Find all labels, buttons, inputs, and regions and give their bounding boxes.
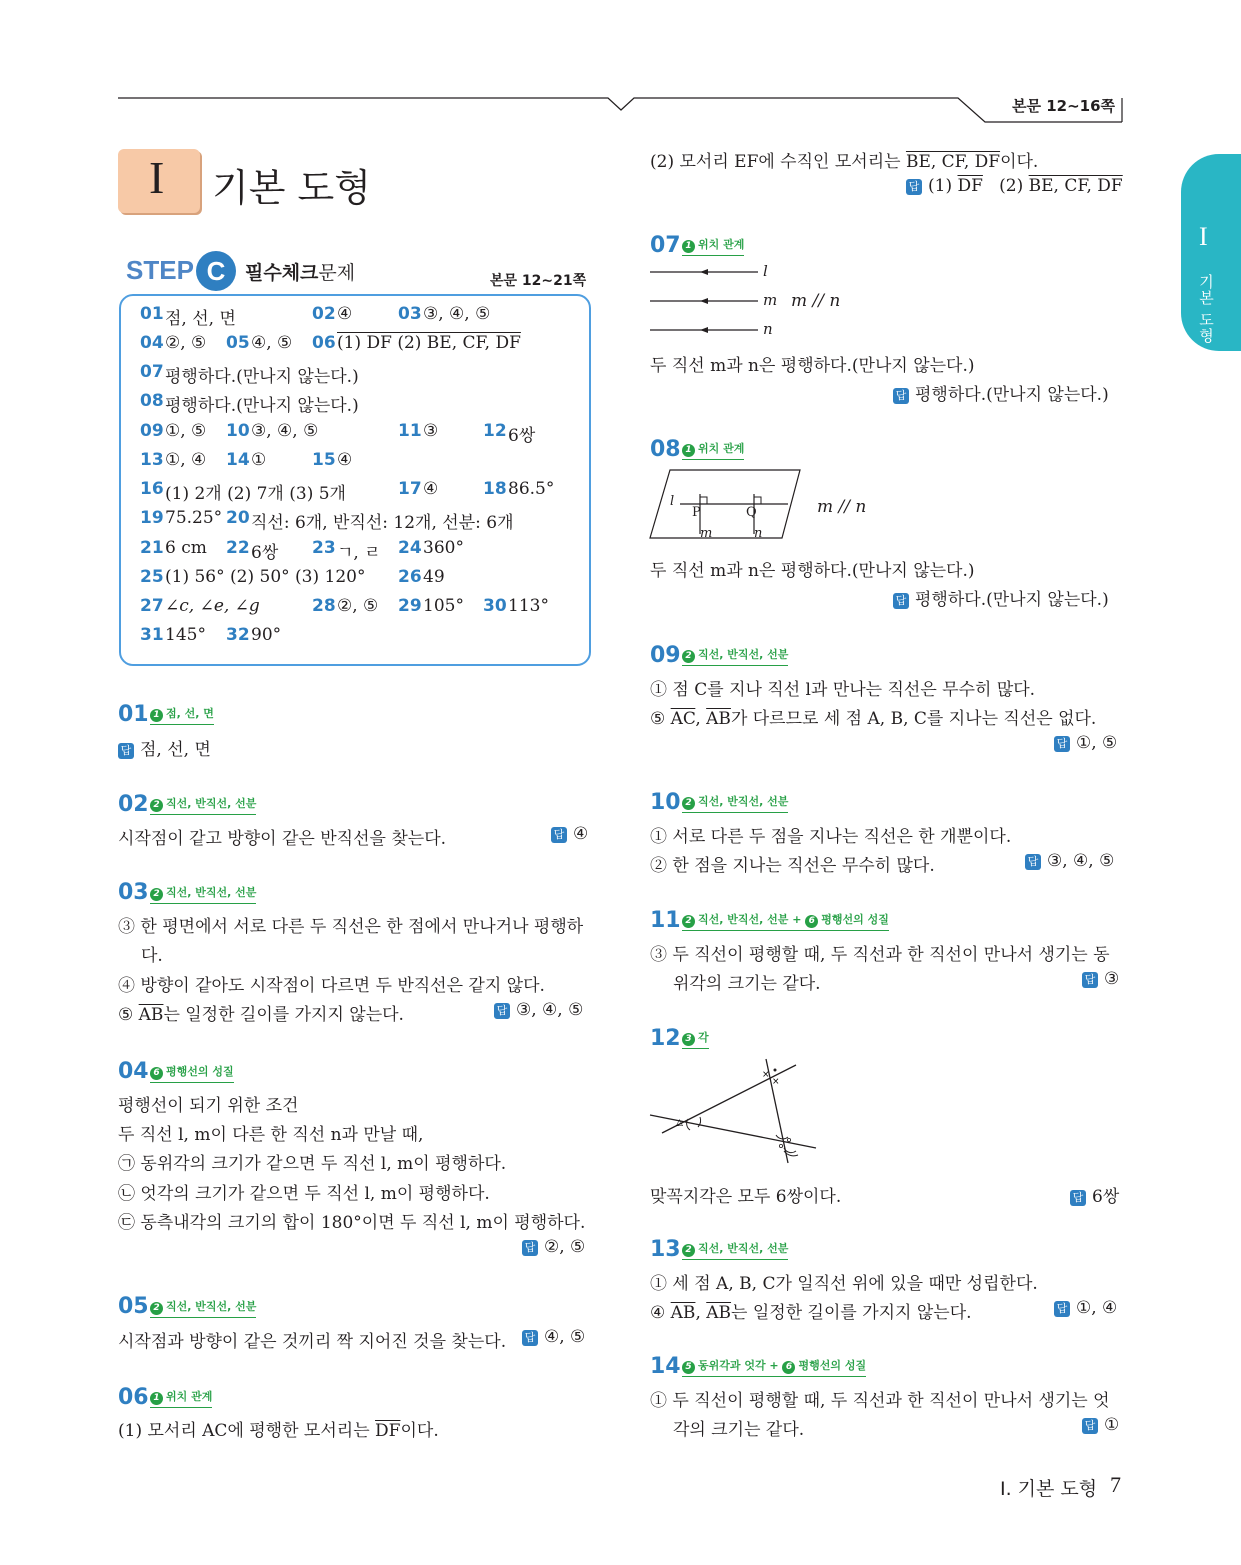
- solution-line: 각의 크기는 같다.: [673, 1420, 805, 1440]
- chapter-roman: I: [149, 152, 165, 203]
- problem-number: 07: [650, 233, 681, 258]
- solution-line: ㉠ 동위각의 크기가 같으면 두 직선 l, m이 평행하다.: [118, 1154, 507, 1174]
- problem-tag: 2 직선, 반직선, 선분: [682, 793, 788, 813]
- answer: 답 ②, ⑤: [522, 1237, 585, 1257]
- problem-tag: 3 각: [682, 1029, 709, 1049]
- problem-number: 13: [650, 1237, 681, 1262]
- solution-line: ① 세 점 A, B, C가 일직선 위에 있을 때만 성립한다.: [650, 1274, 1038, 1294]
- problem-number: 08: [650, 437, 681, 462]
- problem-tag: 2 직선, 반직선, 선분: [682, 646, 788, 666]
- line-label-m: m: [700, 526, 713, 541]
- page-number: 7: [1110, 1472, 1121, 1497]
- problem-tag: 2 직선, 반직선, 선분: [682, 1240, 788, 1260]
- answer-mark-icon: 답: [906, 179, 922, 195]
- problem-tag: 1 위치 관계: [682, 236, 744, 256]
- side-tab-roman: I: [1199, 222, 1208, 251]
- solution-line: ④ 방향이 같아도 시작점이 다르면 두 반직선은 같지 않다.: [118, 976, 545, 996]
- answer: 답 평행하다.(만나지 않는다.): [893, 585, 1109, 610]
- solution-line: ③ 한 평면에서 서로 다른 두 직선은 한 점에서 만나거나 평행하: [118, 917, 584, 937]
- problem-tag: 2 직선, 반직선, 선분: [150, 884, 256, 904]
- header-page-ref: 본문 12∼16쪽: [1012, 97, 1116, 115]
- answer: 답 (1) $\overline{DF}$ (2) BE, CF, DF: [906, 176, 1123, 196]
- answer-mark-icon: 답: [893, 388, 909, 404]
- answer-mark-icon: 답: [522, 1240, 538, 1256]
- problem-number: 02: [118, 792, 149, 817]
- chapter-title: 기본 도형: [212, 166, 371, 210]
- solution-line: (2) 모서리 EF에 수직인 모서리는 BE, CF, DF이다.: [650, 152, 1039, 172]
- problem-tag: 1 위치 관계: [682, 440, 744, 460]
- parallel-note: m // n: [791, 291, 841, 311]
- problem-number: 05: [118, 1294, 149, 1319]
- problem-tag: 2 직선, 반직선, 선분 + 6 평행선의 성질: [682, 911, 889, 931]
- answer-mark-icon: 답: [118, 743, 134, 759]
- solution-line: ⑤ $\overline{AB}$는 일정한 길이를 가지지 않는다.: [118, 1005, 404, 1025]
- point-label-q: Q: [746, 505, 757, 520]
- solution-line: ① 서로 다른 두 점을 지나는 직선은 한 개뿐이다.: [650, 827, 1012, 847]
- answer: 답 ①, ④: [1054, 1298, 1117, 1318]
- problem-tag: 1 점, 선, 면: [150, 705, 214, 725]
- solution-line: ① 두 직선이 평행할 때, 두 직선과 한 직선이 만나서 생기는 엇: [650, 1391, 1110, 1411]
- answer: 답 ④, ⑤: [522, 1327, 585, 1347]
- answer-mark-icon: 답: [893, 593, 909, 609]
- solution-line: ② 한 점을 지나는 직선은 무수히 많다.: [650, 856, 935, 876]
- answer: 답 ③: [1082, 969, 1119, 989]
- solution-line: ⑤ $\overline{AC}$, $\overline{AB}$가 다르므로 세 점 A, B, C를 지나는 직선은 없다.: [650, 709, 1097, 729]
- problem-number: 14: [650, 1354, 681, 1379]
- solution-line: ④ $\overline{AB}$, $\overline{AB}$는 일정한 길이를 가지지 않는다.: [650, 1303, 972, 1323]
- svg-text:△: △: [676, 1118, 683, 1128]
- step-title: 필수체크문제: [245, 262, 356, 284]
- triangle-angles-figure: [648, 1055, 828, 1165]
- answer: 답 ③, ④, ⑤: [494, 1000, 583, 1020]
- problem-tag: 1 위치 관계: [150, 1388, 212, 1408]
- line-label-n: n: [754, 526, 763, 541]
- problem-tag: 2 직선, 반직선, 선분: [150, 1298, 256, 1318]
- step-letter-badge: C: [196, 251, 236, 291]
- line-label-l: l: [670, 494, 675, 509]
- line-label-n: n: [763, 320, 773, 338]
- solution-line: 두 직선 m과 n은 평행하다.(만나지 않는다.): [650, 356, 975, 376]
- problem-number: 09: [650, 643, 681, 668]
- solution-line: ㉡ 엇각의 크기가 같으면 두 직선 l, m이 평행하다.: [118, 1184, 490, 1204]
- problem-number: 03: [118, 880, 149, 905]
- solution-line: 시작점과 방향이 같은 것끼리 짝 지어진 것을 찾는다.: [118, 1332, 507, 1352]
- solution-line: ③ 두 직선이 평행할 때, 두 직선과 한 직선이 만나서 생기는 동: [650, 945, 1110, 965]
- line-label-m: m: [763, 291, 778, 309]
- parallel-note: m // n: [817, 497, 867, 517]
- answer-mark-icon: 답: [1054, 736, 1070, 752]
- side-tab-label: 기본 도형: [1197, 274, 1215, 344]
- solution-line: 두 직선 l, m이 다른 한 직선 n과 만날 때,: [118, 1125, 424, 1145]
- answer: 답 ④: [551, 824, 588, 844]
- svg-text:×: ×: [772, 1077, 780, 1087]
- problem-tag: 2 직선, 반직선, 선분: [150, 795, 256, 815]
- answer: 답 ③, ④, ⑤: [1025, 851, 1114, 871]
- answer: 답 평행하다.(만나지 않는다.): [893, 380, 1109, 405]
- problem-number: 06: [118, 1385, 149, 1410]
- solution-line: ㉢ 동측내각의 크기의 합이 180°이면 두 직선 l, m이 평행하다.: [118, 1213, 586, 1233]
- answer: 답 6쌍: [1070, 1182, 1119, 1207]
- step-page-ref: 본문 12∼21쪽: [490, 273, 587, 289]
- solution-line: 위각의 크기는 같다.: [673, 974, 821, 994]
- problem-tag: 5 동위각과 엇각 + 6 평행선의 성질: [682, 1357, 866, 1377]
- problem-number: 04: [118, 1059, 149, 1084]
- answer-mark-icon: 답: [522, 1330, 538, 1346]
- footer-chapter: I. 기본 도형: [1000, 1478, 1098, 1500]
- solution-line: 맞꼭지각은 모두 6쌍이다.: [650, 1187, 842, 1207]
- answer-mark-icon: 답: [1054, 1301, 1070, 1317]
- problem-number: 12: [650, 1026, 681, 1051]
- answer-mark-icon: 답: [1082, 1418, 1098, 1434]
- solution-line: 평행선이 되기 위한 조건: [118, 1096, 299, 1116]
- answer-mark-icon: 답: [1070, 1190, 1086, 1206]
- answer-mark-icon: 답: [1025, 854, 1041, 870]
- problem-number: 01: [118, 702, 149, 727]
- problem-tag: 6 평행선의 성질: [150, 1063, 234, 1083]
- line-label-l: l: [763, 262, 768, 280]
- solution-line: 두 직선 m과 n은 평행하다.(만나지 않는다.): [650, 561, 975, 581]
- answer-mark-icon: 답: [494, 1003, 510, 1019]
- problem-number: 11: [650, 908, 681, 933]
- answer: 답 ①, ⑤: [1054, 733, 1117, 753]
- svg-text:×: ×: [762, 1070, 770, 1080]
- solution-line: 다.: [141, 946, 163, 966]
- answer: 답 ①: [1082, 1415, 1119, 1435]
- answer-mark-icon: 답: [551, 827, 567, 843]
- problem-number: 10: [650, 790, 681, 815]
- point-label-p: P: [692, 505, 701, 520]
- answer-mark-icon: 답: [1082, 972, 1098, 988]
- solution-line: 시작점이 같고 방향이 같은 반직선을 찾는다.: [118, 829, 447, 849]
- solution-line: (1) 모서리 AC에 평행한 모서리는 $\overline{DF}$이다.: [118, 1421, 439, 1441]
- step-label: STEP: [126, 255, 194, 285]
- solution-line: ① 점 C를 지나 직선 l과 만나는 직선은 무수히 많다.: [650, 680, 1036, 700]
- answer: 답 점, 선, 면: [118, 735, 211, 760]
